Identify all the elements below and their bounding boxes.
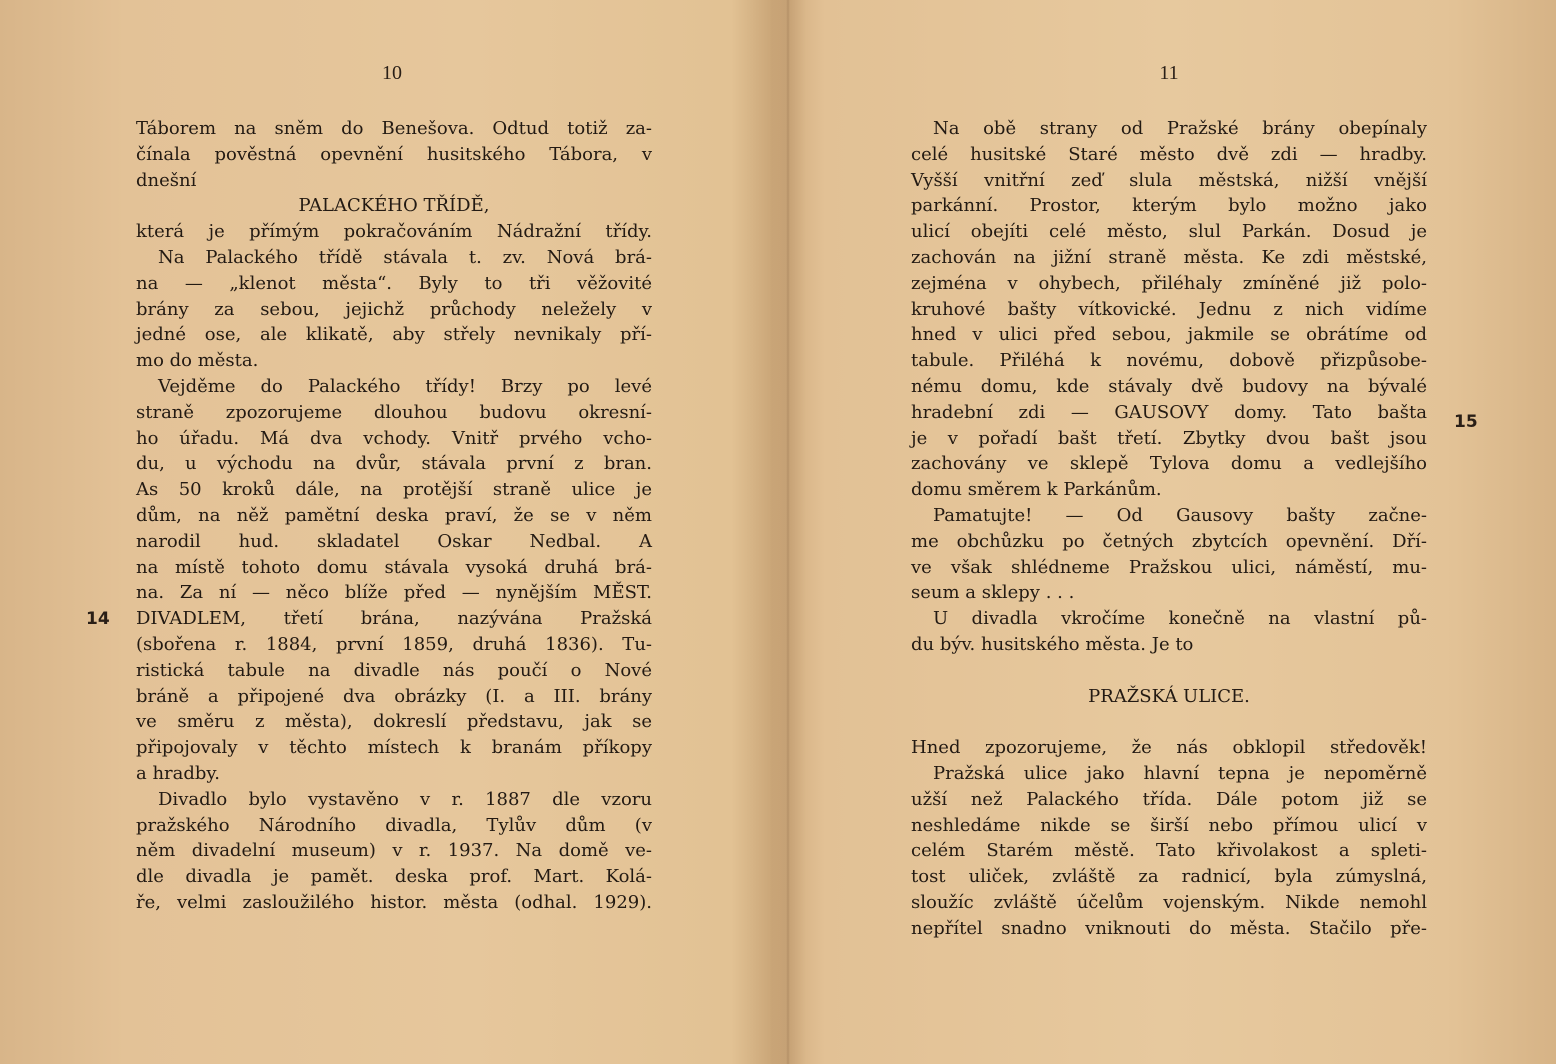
text-line: As 50 kroků dále, na protější straně ulice je bbox=[136, 479, 652, 501]
text-line: Hned zpozorujeme, že nás obklopil středověk! bbox=[911, 737, 1427, 759]
section-heading: PRAŽSKÁ ULICE. bbox=[1088, 685, 1250, 707]
right-page bbox=[783, 0, 1556, 1064]
text-line: na. Za ní — něco blíže před — nynějším MĚST. bbox=[136, 582, 652, 604]
text-line: a hradby. bbox=[136, 762, 220, 784]
text-line: dnešní bbox=[136, 169, 197, 191]
text-line: ve však shlédneme Pražskou ulici, náměstí, mu- bbox=[911, 556, 1427, 578]
text-line: něm divadelní museum) v r. 1937. Na domě ve- bbox=[136, 840, 652, 862]
text-line: zachován na jižní straně města. Ke zdi městské, bbox=[911, 246, 1427, 268]
text-line: me obchůzku po četných zbytcích opevnění. Dří- bbox=[911, 530, 1427, 552]
text-line: neshledáme nikde se širší nebo přímou ulicí v bbox=[911, 814, 1427, 836]
text-line: která je přímým pokračováním Nádražní třídy. bbox=[136, 221, 652, 243]
text-line: pražského Národního divadla, Tylův dům (v bbox=[136, 814, 652, 836]
text-line: ristická tabule na divadle nás poučí o Nové bbox=[136, 659, 652, 681]
text-line: tost uliček, zvláště za radnicí, byla zúmyslná, bbox=[911, 866, 1427, 888]
text-column bbox=[136, 116, 652, 916]
text-line: na místě tohoto domu stávala vysoká druhá brá- bbox=[136, 556, 652, 578]
text-line: celém Starém městě. Tato křivolakost a spleti- bbox=[911, 840, 1427, 862]
text-line: brány za sebou, jejichž průchody neležely v bbox=[136, 298, 652, 320]
text-line: (sbořena r. 1884, první 1859, druhá 1836). Tu- bbox=[136, 633, 652, 655]
text-line: nému domu, kde stávaly dvě budovy na bývalé bbox=[911, 375, 1427, 397]
text-line: čínala pověstná opevnění husitského Tábora, v bbox=[136, 143, 652, 165]
text-column bbox=[911, 116, 1427, 942]
text-line: ho úřadu. Má dva vchody. Vnitř prvého vcho- bbox=[136, 427, 652, 449]
margin-mark: 14 bbox=[86, 609, 110, 629]
text-line: straně zpozorujeme dlouhou budovu okresní- bbox=[136, 401, 652, 423]
text-line: parkánní. Prostor, kterým bylo možno jako bbox=[911, 195, 1427, 217]
margin-mark: 15 bbox=[1454, 412, 1478, 432]
text-line: U divadla vkročíme konečně na vlastní pů- bbox=[933, 608, 1427, 630]
text-line: mo do města. bbox=[136, 350, 259, 372]
text-line: Pražská ulice jako hlavní tepna je nepoměrně bbox=[933, 762, 1427, 784]
text-line: DIVADLEM, třetí brána, nazývána Pražská bbox=[136, 608, 652, 630]
text-line: zejména v ohybech, přiléhaly zmíněné již polo- bbox=[911, 272, 1427, 294]
text-line: Vyšší vnitřní zeď slula městská, nižší vnější bbox=[911, 169, 1427, 191]
text-line: narodil hud. skladatel Oskar Nedbal. A bbox=[136, 530, 652, 552]
page-number: 10 bbox=[382, 62, 402, 84]
text-line: nepřítel snadno vniknouti do města. Stačilo pře- bbox=[911, 917, 1427, 939]
section-heading: PALACKÉHO TŘÍDĚ, bbox=[298, 195, 490, 217]
text-line: du, u východu na dvůr, stávala první z bran. bbox=[136, 453, 652, 475]
text-line: užší než Palackého třída. Dále potom již se bbox=[911, 788, 1427, 810]
text-line: celé husitské Staré město dvě zdi — hradby. bbox=[911, 143, 1427, 165]
text-line: Na Palackého třídě stávala t. zv. Nová brá- bbox=[158, 246, 652, 268]
text-line: sloužíc zvláště účelům vojenským. Nikde nemohl bbox=[911, 891, 1427, 913]
text-line: na — „klenot města“. Byly to tři věžovité bbox=[136, 272, 652, 294]
text-line bbox=[911, 709, 1427, 735]
text-line: Pamatujte! — Od Gausovy bašty začne- bbox=[933, 504, 1427, 526]
text-line: připojovaly v těchto místech k branám příkopy bbox=[136, 737, 652, 759]
text-line: dům, na něž pamětní deska praví, že se v něm bbox=[136, 504, 652, 526]
page-number: 11 bbox=[1159, 62, 1179, 84]
text-line: seum a sklepy . . . bbox=[911, 582, 1075, 604]
text-line: hradební zdi — GAUSOVY domy. Tato bašta bbox=[911, 401, 1427, 423]
text-line: ve směru z města), dokreslí představu, jak se bbox=[136, 711, 652, 733]
text-line: Na obě strany od Pražské brány obepínaly bbox=[933, 118, 1427, 139]
text-line: du býv. husitského města. Je to bbox=[911, 633, 1194, 655]
text-line: dle divadla je pamět. deska prof. Mart. Kolá- bbox=[136, 866, 652, 888]
text-line: jedné ose, ale klikatě, aby střely nevnikaly pří- bbox=[136, 324, 652, 346]
text-line: Divadlo bylo vystavěno v r. 1887 dle vzoru bbox=[158, 788, 652, 810]
text-line: je v pořadí bašt třetí. Zbytky dvou bašt jsou bbox=[911, 427, 1427, 449]
text-line bbox=[911, 658, 1427, 684]
text-line: hned v ulici před sebou, jakmile se obrátíme od bbox=[911, 324, 1427, 346]
text-line: tabule. Přiléhá k novému, dobově přizpůsobe- bbox=[911, 350, 1427, 372]
text-line: ulicí obejíti celé město, slul Parkán. Dosud je bbox=[911, 221, 1427, 243]
text-line: Vejděme do Palackého třídy! Brzy po levé bbox=[158, 375, 652, 397]
text-line: domu směrem k Parkánům. bbox=[911, 479, 1162, 501]
text-line: kruhové bašty vítkovické. Jednu z nich vidíme bbox=[911, 298, 1427, 320]
text-line: bráně a připojené dva obrázky (I. a III. brány bbox=[136, 685, 652, 707]
text-line: zachovány ve sklepě Tylova domu a vedlejšího bbox=[911, 453, 1427, 475]
text-line: Táborem na sněm do Benešova. Odtud totiž za- bbox=[136, 118, 652, 139]
text-line: ře, velmi zasloužilého histor. města (odhal. 1929). bbox=[136, 891, 652, 913]
